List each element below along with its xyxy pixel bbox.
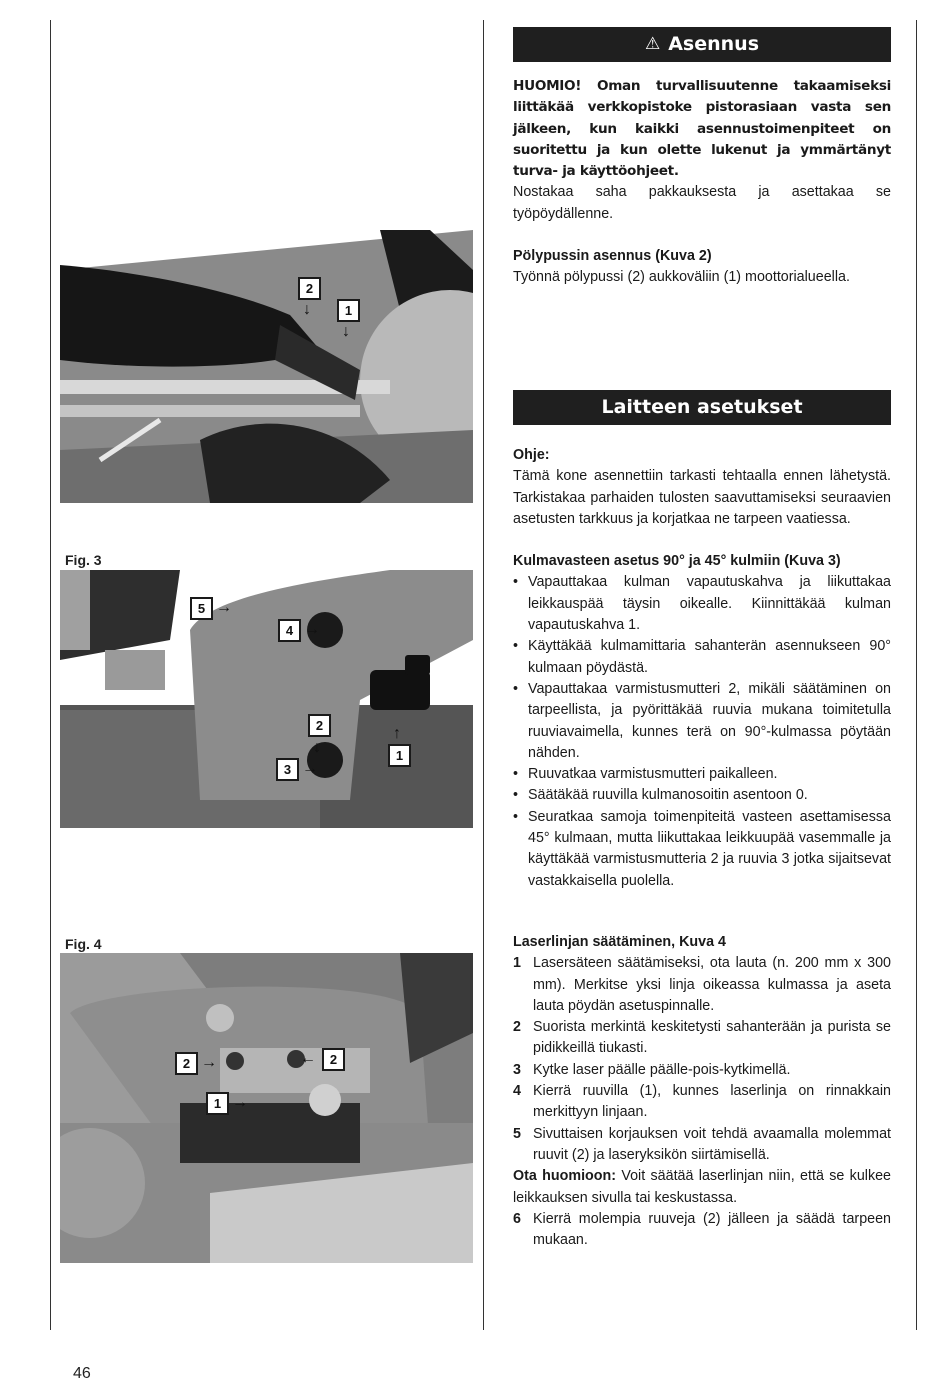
center-column-rule	[483, 20, 484, 1330]
angle-item: • Ruuvatkaa varmistusmutteri paikalleen.	[513, 764, 891, 785]
asennus-banner	[513, 27, 891, 62]
page-number: 46	[73, 1365, 91, 1382]
fig4-callout-2-left: 2	[175, 1052, 198, 1075]
laser-step	[513, 953, 891, 1017]
fig2-callout-1: 1	[337, 299, 360, 322]
laser-heading: Laserlinjan säätäminen, Kuva 4	[513, 934, 726, 950]
fig3-callout-1: 1	[388, 744, 411, 767]
note-text: Tämä kone asennettiin tarkasti tehtaalla ennen lähetystä. Tarkistakaa parhaiden tulosten saavuttamiseksi seuraavien asetusten tarkkuus ja korjatkaa ne tarpeen vaatiessa.	[513, 468, 891, 527]
laser-note-text: Voit säätää laserlinjan niin, että se kulkee leikkauksen sivulla tai keskustassa.	[513, 1168, 891, 1206]
fig4-photo	[60, 953, 473, 1263]
laser-note	[513, 1166, 891, 1209]
dust-bag-text: Työnnä pölypussi (2) aukkoväliin (1) moottorialueella.	[513, 269, 850, 286]
laser-step	[513, 1209, 891, 1252]
fig4-arrow-right-icon: →	[201, 1054, 217, 1071]
fig4-callout-1: 1	[206, 1092, 229, 1115]
fig4-saw-illustration	[60, 953, 473, 1263]
angle-item: • Säätäkää ruuvilla kulmanosoitin asentoon 0.	[513, 785, 891, 806]
settings-banner	[513, 390, 891, 425]
fig2-callout-2: 2	[298, 277, 321, 300]
laser-steps	[513, 953, 891, 1166]
fig3-callout-4: 4	[278, 619, 301, 642]
fig3-arrow-right-icon: →	[216, 599, 232, 616]
fig4-arrow-right-icon: →	[232, 1094, 248, 1111]
step-number: 2	[513, 1019, 521, 1036]
angle-item: • Vapauttakaa kulman vapautuskahva ja liikuttakaa leikkauspää täysin oikealle. Kiinnittäkää kulman vapautuskahva 1.	[513, 572, 891, 636]
fig3-photo	[60, 570, 473, 828]
asennus-title: Asennus	[668, 32, 760, 55]
step-text: Kierrä molempia ruuveja (2) jälleen ja säädä tarpeen mukaan.	[533, 1210, 891, 1249]
laser-steps-final	[513, 1209, 891, 1252]
fig4-arrow-left-icon: ←	[300, 1050, 316, 1067]
step-text: Sivuttaisen korjauksen voit tehdä avaamalla molemmat ruuvit (2) ja laseryksikön siirtämisellä.	[533, 1125, 891, 1163]
settings-title: Laitteen asetukset	[601, 395, 803, 418]
fig3-arrow-right-icon: →	[302, 760, 318, 777]
fig2-arrow-down-icon: ↓	[303, 301, 311, 318]
fig2-arrow-down-icon: ↓	[342, 323, 350, 340]
step-number: 4	[513, 1083, 521, 1100]
angle-heading: Kulmavasteen asetus 90° ja 45° kulmiin (Kuva 3)	[513, 553, 841, 570]
step-number: 3	[513, 1061, 521, 1078]
laser-step	[513, 1124, 891, 1167]
step-text: Suorista merkintä keskitetysti sahanterään ja purista se pidikkeillä tiukasti.	[533, 1019, 891, 1057]
asennus-intro: Nostakaa saha pakkauksesta ja asettakaa se työpöydällenne.	[513, 184, 891, 222]
step-number: 5	[513, 1125, 521, 1142]
laser-note-label: Ota huomioon:	[513, 1168, 617, 1185]
section-settings	[513, 390, 891, 892]
step-number: 1	[513, 955, 521, 972]
fig3-callout-2: 2	[308, 714, 331, 737]
left-margin-rule	[50, 20, 51, 1330]
angle-item: • Käyttäkää kulmamittaria sahanterän asennukseen 90° kulmaan pöydästä.	[513, 636, 891, 679]
fig2-saw-illustration	[60, 230, 473, 503]
angle-list	[513, 572, 891, 891]
warning-triangle-icon: ⚠	[644, 33, 661, 54]
step-text: Kytke laser päälle päälle-pois-kytkimellä.	[533, 1061, 791, 1078]
step-text: Kierrä ruuvilla (1), kunnes laserlinja on rinnakkain merkittyyn linjaan.	[533, 1083, 891, 1121]
angle-item: • Vapauttakaa varmistusmutteri 2, mikäli säätäminen on tarpeellista, ja pyörittäkää ruuvia mukana toimitetulla ruuviavaimella, kunnes terä on 90°-kulmassa pöytään nähden.	[513, 679, 891, 764]
section-laser	[513, 932, 891, 1251]
fig3-callout-3: 3	[276, 758, 299, 781]
laser-step	[513, 1081, 891, 1124]
fig3-arrow-right-icon: →	[304, 621, 320, 638]
dust-bag-heading: Pölypussin asennus (Kuva 2)	[513, 248, 712, 265]
laser-step	[513, 1017, 891, 1060]
laser-step	[513, 1060, 891, 1081]
fig3-saw-illustration	[60, 570, 473, 828]
fig3-arrow-down-icon: ↓	[313, 739, 321, 756]
fig3-callout-5: 5	[190, 597, 213, 620]
fig4-callout-2-right: 2	[322, 1048, 345, 1071]
angle-item: • Seuratkaa samoja toimenpiteitä vasteen asettamisessa 45° kulmaan, mutta liikuttakaa leikkuupää vasemmalle ja käyttäkää varmistusmutteria 2 ja ruuvia 3 jotka sijaitsevat vastakkaisella puolella.	[513, 807, 891, 892]
right-margin-rule	[916, 20, 917, 1330]
note-heading: Ohje:	[513, 447, 550, 463]
fig2-photo	[60, 230, 473, 503]
fig4-label: Fig. 4	[65, 936, 102, 952]
asennus-warning: HUOMIO! Oman turvallisuutenne takaamiseksi liittäkää verkkopistoke pistorasiaan vasta sen jälkeen, kun kaikki asennustoimenpiteet on suoritettu ja kun olette lukenut ja ymmärtänyt turva- ja käyttöohjeet.	[513, 78, 891, 180]
fig3-arrow-up-icon: ↑	[393, 725, 401, 742]
step-number: 6	[513, 1210, 521, 1227]
step-text: Lasersäteen säätämiseksi, ota lauta (n. 200 mm x 300 mm). Merkitse yksi linja oikeassa kulmassa ja aseta lauta pöydän asetuspinnalle.	[533, 955, 891, 1014]
fig3-label: Fig. 3	[65, 552, 102, 568]
section-asennus	[513, 27, 891, 289]
